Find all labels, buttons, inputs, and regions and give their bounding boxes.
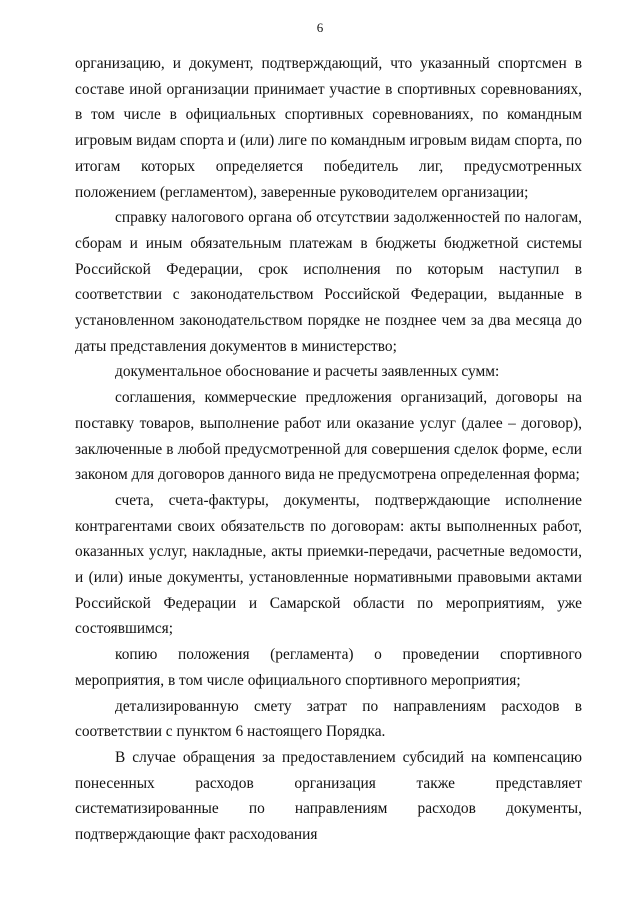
paragraph-cost-estimate: детализированную смету затрат по направлениям расходов в соответствии с пунктом 6 настоящего Порядка. [75,697,582,741]
paragraph-invoices: счета, счета-фактуры, документы, подтверждающие исполнение контрагентами своих обязательств по договорам: акты выполненных работ, оказанных услуг, накладные, акты приемки-передачи, расчетные ведомости, и (или) иные документы, установленные нормативными правовыми актами Российской Федерации и Самарской области по мероприятиям, уже состоявшимся; [75,491,582,638]
paragraph-regulation-copy: копию положения (регламента) о проведении спортивного мероприятия, в том числе официального спортивного мероприятия; [75,646,582,689]
page-number: 6 [316,20,324,35]
paragraph-compensation: В случае обращения за предоставлением субсидий на компенсацию понесенных расходов организация также представляет систематизированные по направлениям расходов документы, подтверждающие факт расходования [75,748,582,844]
paragraph-documentary-justification: документальное обоснование и расчеты заявленных сумм: [115,363,500,381]
paragraph-tax-certificate: справку налогового органа об отсутствии задолженностей по налогам, сборам и иным обязательным платежам в бюджеты бюджетной системы Российской Федерации, срок исполнения по которым наступил в соответствии с законодательством Российской Федерации, выданные в установленном законодательством порядке не позднее чем за два месяца до даты представления документов в министерство; [75,209,582,355]
paragraph-agreements: соглашения, коммерческие предложения организаций, договоры на поставку товаров, выполнение работ или оказание услуг (далее – договор), заключенные в любой предусмотренной для совершения сделок форме, если законом для договоров данного вида не предусмотрена определенная форма; [75,389,582,484]
paragraph-continuation: организацию, и документ, подтверждающий, что указанный спортсмен в составе иной организации принимает участие в спортивных соревнованиях, в том числе в официальных спортивных соревнованиях, по командным игровым видам спорта и (или) лиге по командным игровым видам спорта, по итогам которых определяется победитель лиг, предусмотренных положением (регламентом), заверенные руководителем организации; [75,55,582,201]
document-body [75,51,582,848]
